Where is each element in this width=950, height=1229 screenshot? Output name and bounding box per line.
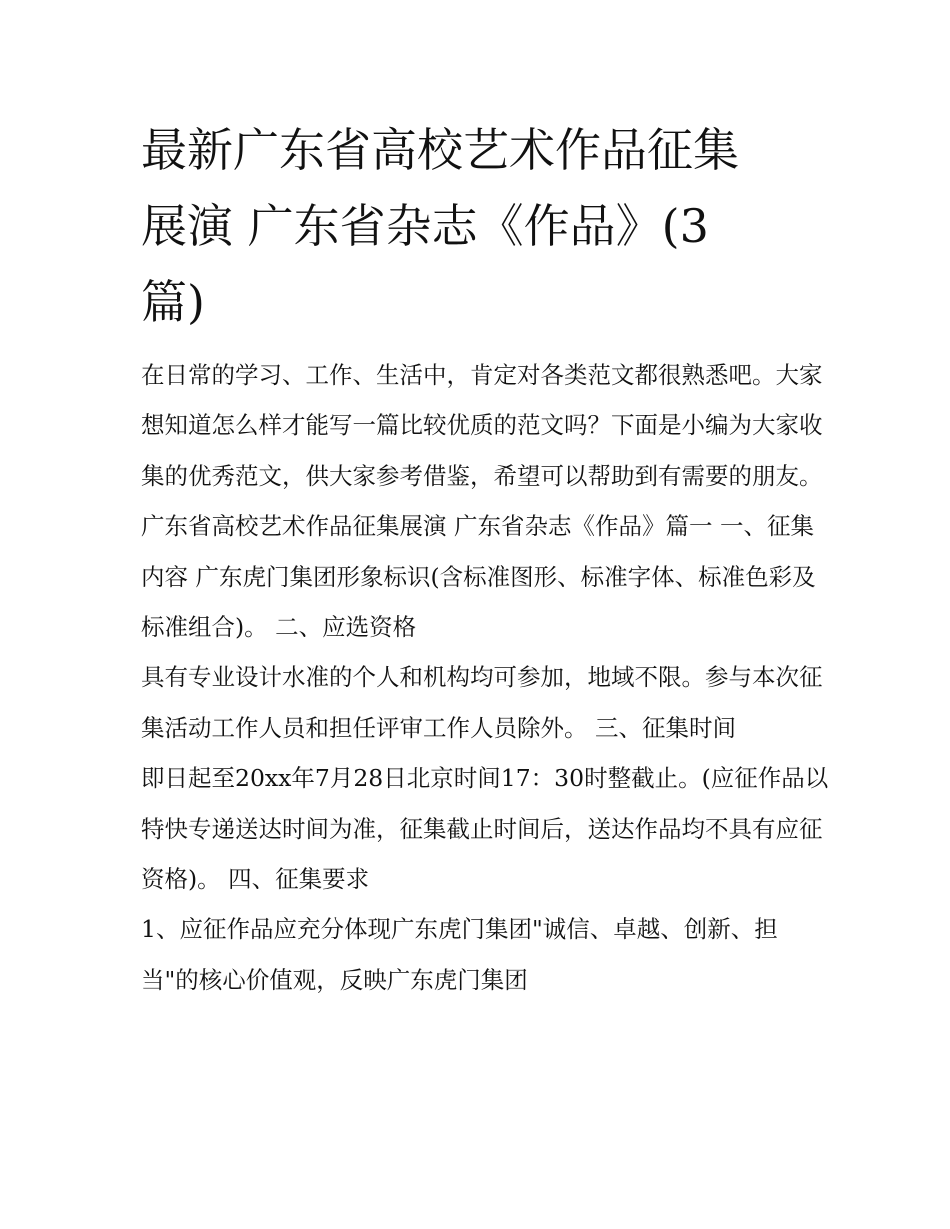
title-line-2: 展演 广东省杂志《作品》(3 xyxy=(141,199,709,253)
paragraph-section-4: 1、应征作品应充分体现广东虎门集团"诚信、卓越、创新、担当"的核心价值观，反映广东虎门集团 xyxy=(141,915,778,994)
title-line-1: 最新广东省高校艺术作品征集 xyxy=(141,123,739,177)
paragraph-section-2: 具有专业设计水准的个人和机构均可参加，地域不限。参与本次征集活动工作人员和担任评审工作人员除外。 三、征集时间 xyxy=(141,663,823,742)
document-title xyxy=(141,112,821,340)
paragraph-section-3: 即日起至20xx年7月28日北京时间17：30时整截止。(应征作品以特快专递送达时间为准，征集截止时间后，送达作品均不具有应征资格)。 四、征集要求 xyxy=(141,764,829,894)
paragraph-section-1: 广东省高校艺术作品征集展演 广东省杂志《作品》篇一 一、征集内容 广东虎门集团形象标识(含标准图形、标准字体、标准色彩及标准组合)。 二、应选资格 xyxy=(141,512,816,642)
document-body xyxy=(141,350,831,1005)
title-line-3: 篇) xyxy=(141,275,205,329)
paragraph-intro: 在日常的学习、工作、生活中，肯定对各类范文都很熟悉吧。大家想知道怎么样才能写一篇比较优质的范文吗？下面是小编为大家收集的优秀范文，供大家参考借鉴，希望可以帮助到有需要的朋友。 xyxy=(141,361,823,490)
